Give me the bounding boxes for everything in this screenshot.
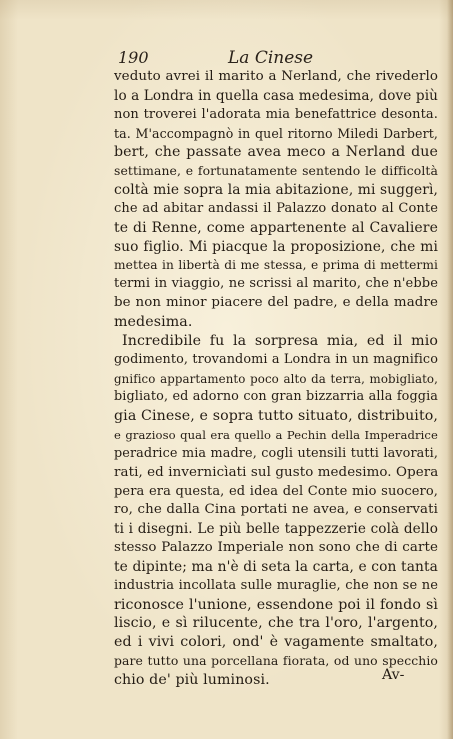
text-line: pare tutto una porcellana fiorata, od uno specchio <box>114 653 438 669</box>
text-line: medesima. <box>114 313 193 330</box>
text-line: peradrice mia madre, cogli utensili tutti lavorati, <box>114 445 438 461</box>
text-line: coltà mie sopra la mia abitazione, mi suggerì, <box>114 182 438 199</box>
text-line: industria incollata sulle muraglie, che non se ne <box>114 577 438 593</box>
text-line: riconosce l'unione, essendone poi il fondo sì <box>114 596 438 613</box>
text-line: stesso Palazzo Imperiale non sono che di carte <box>114 540 438 556</box>
running-title: La Cinese <box>228 48 314 68</box>
text-line: te dipinte; ma n'è di seta la carta, e con tanta <box>114 558 438 575</box>
text-line: ti i disegni. Le più belle tappezzerie colà dello <box>114 521 438 538</box>
text-line: termi in viaggio, ne scrissi al marito, che n'ebbe <box>114 276 438 292</box>
text-line: e grazioso qual era quello a Pechin della Imperadrice <box>114 428 438 443</box>
text-line: ed i vivi colori, ond' è vagamente smaltato, <box>114 634 438 651</box>
text-line: lo a Londra in quella casa medesima, dove più <box>114 87 438 104</box>
page-number: 190 <box>118 48 149 67</box>
text-line: ta. M'accompagnò in quel ritorno Miledi Darbert, <box>114 125 438 141</box>
text-line: chio de' più luminosi. <box>114 672 270 688</box>
text-line: pera era questa, ed idea del Conte mio suocero, <box>114 483 438 499</box>
text-line: godimento, trovandomi a Londra in un magnifico <box>114 351 438 367</box>
text-line: settimane, e fortunatamente sentendo le difficoltà <box>114 163 438 179</box>
text-line: gnifico appartamento poco alto da terra, mobigliato, <box>114 371 438 386</box>
text-line: veduto avrei il marito a Nerland, che rivederlo <box>114 69 438 84</box>
catchword: Av- <box>382 667 405 683</box>
page-edge-shadow <box>447 0 453 739</box>
paragraph-first-line: Incredibile fu la sorpresa mia, ed il mio <box>122 332 438 349</box>
text-line: bigliato, ed adorno con gran bizzarria alla foggia <box>114 389 438 405</box>
text-line: gia Cinese, e sopra tutto situato, distribuito, <box>114 408 438 425</box>
text-line: rati, ed invernicìati sul gusto medesimo. Opera <box>114 464 439 480</box>
body-text <box>114 68 438 690</box>
text-line: mettea in libertà di me stessa, e prima di mettermi <box>114 258 438 273</box>
text-line: suo figlio. Mi piacque la proposizione, che mi <box>114 238 438 255</box>
text-line: bert, che passate avea meco a Nerland due <box>114 144 438 161</box>
text-line: che ad abitar andassi il Palazzo donato al Conte <box>114 200 438 216</box>
text-line: liscio, e sì rilucente, che tra l'oro, l'argento, <box>114 615 438 632</box>
text-line: ro, che dalla Cina portati ne avea, e conservati <box>114 502 438 518</box>
text-line: te di Renne, come appartenente al Cavaliere <box>114 219 438 236</box>
text-line: non troverei l'adorata mia benefattrice desonta. <box>114 106 438 122</box>
text-line: be non minor piacere del padre, e della madre <box>114 295 438 311</box>
